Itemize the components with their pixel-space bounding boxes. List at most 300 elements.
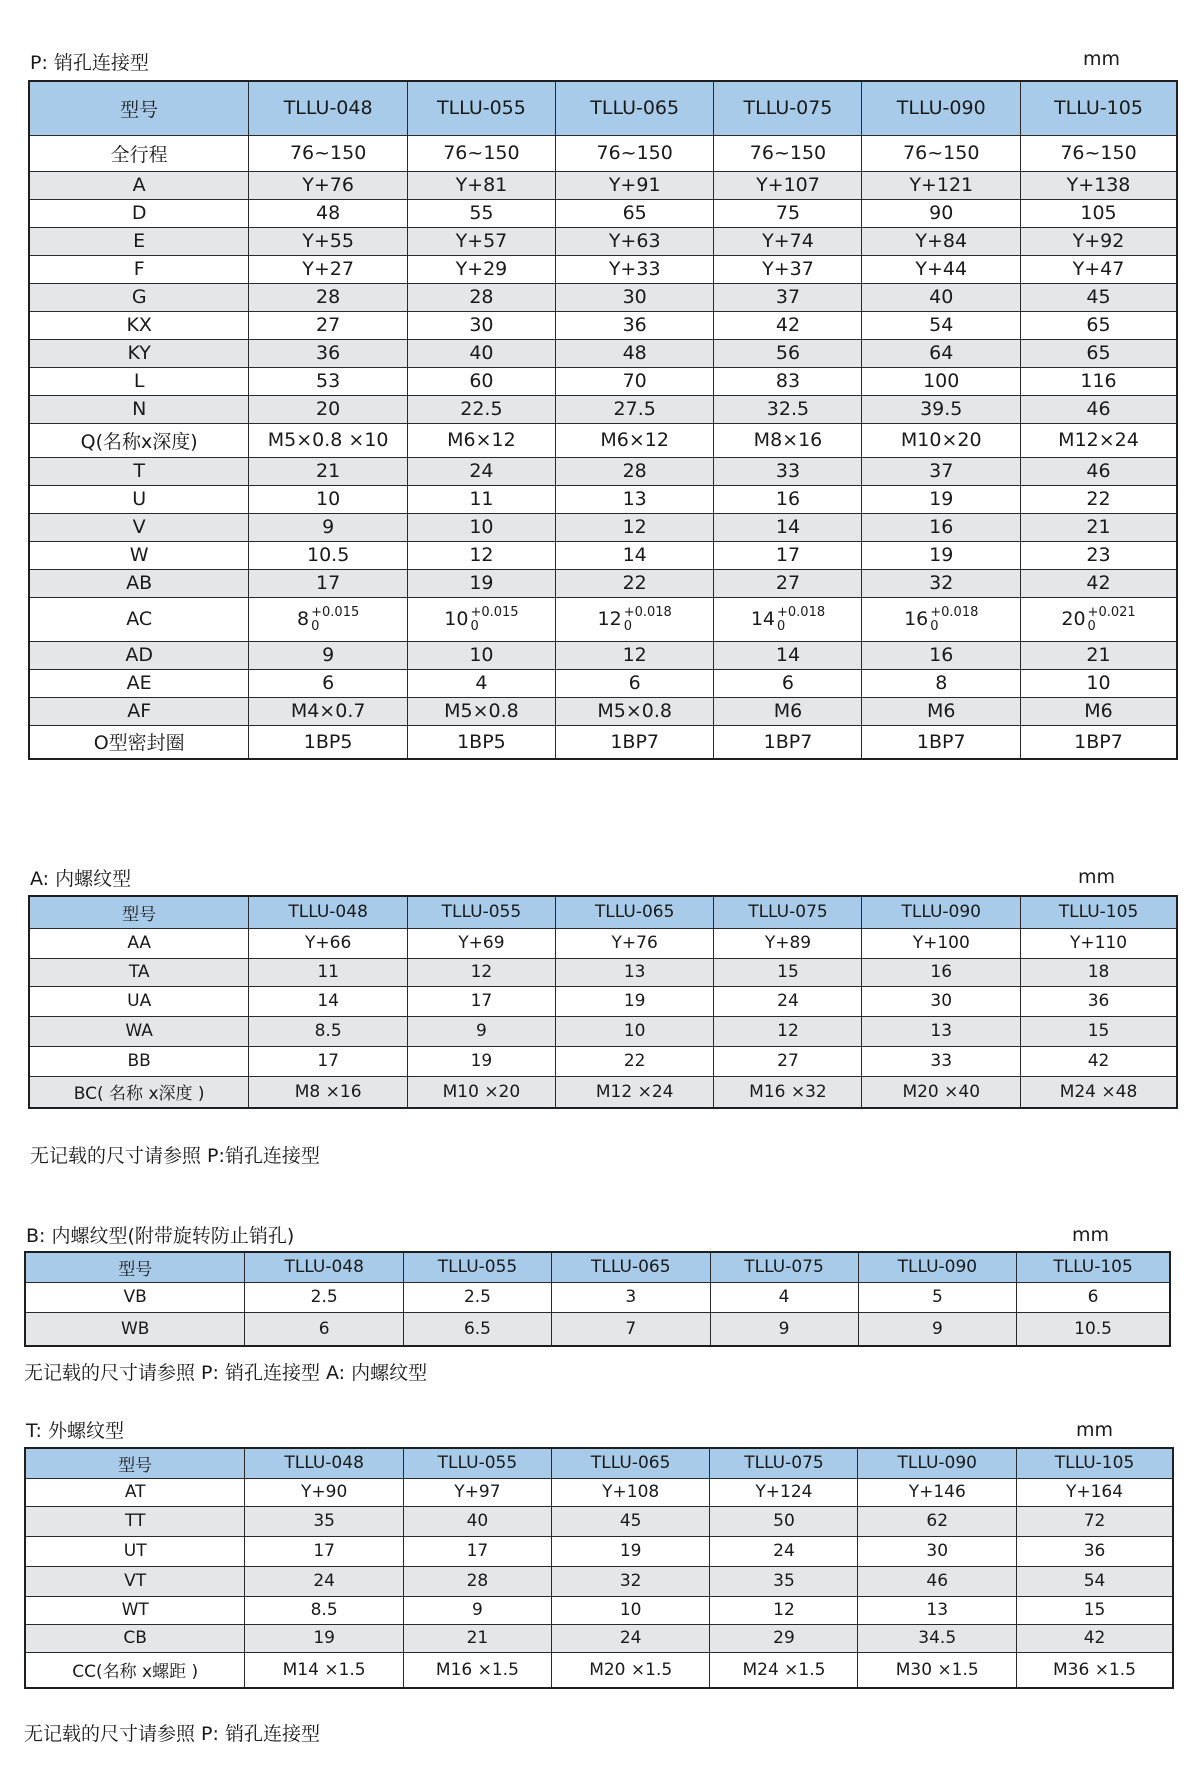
table-cell: 17 <box>245 1536 404 1566</box>
table-cell: 76~150 <box>407 135 555 171</box>
table-cell: M12 ×24 <box>555 1076 714 1108</box>
table-cell: 10 <box>1021 669 1177 697</box>
table-row <box>29 541 1177 569</box>
table-cell: 16 <box>862 641 1021 669</box>
table-cell: 1BP7 <box>714 725 862 759</box>
header-cell-model: 型号 <box>25 1252 245 1282</box>
tolerance-nominal: 20 <box>1061 608 1086 630</box>
table-cell: Y+97 <box>403 1478 551 1506</box>
table-row <box>29 1016 1177 1046</box>
header-cell-tllu-055: TLLU-055 <box>403 1252 551 1282</box>
section-p-unit: mm <box>1083 48 1121 70</box>
table-cell: 9 <box>249 513 408 541</box>
table-cell: 17 <box>407 986 555 1016</box>
row-label: BC( 名称 x深度 ) <box>29 1076 249 1108</box>
row-label: KX <box>29 311 249 339</box>
row-label: VT <box>25 1566 245 1596</box>
table-cell: M14 ×1.5 <box>245 1652 404 1688</box>
table-cell: 83 <box>714 367 862 395</box>
tolerance-cell <box>714 597 862 641</box>
table-cell: 28 <box>555 457 714 485</box>
tolerance-upper: +0.021 <box>1087 604 1136 620</box>
table-header-row <box>25 1448 1173 1478</box>
table-cell: 28 <box>249 283 408 311</box>
table-row <box>29 283 1177 311</box>
table-cell: 64 <box>862 339 1021 367</box>
table-cell: 36 <box>1017 1536 1173 1566</box>
table-cell: 34.5 <box>858 1624 1017 1652</box>
row-label: U <box>29 485 249 513</box>
tolerance-cell <box>862 597 1021 641</box>
table-cell: M6 <box>714 697 862 725</box>
table-cell: 22 <box>555 569 714 597</box>
table-cell: 42 <box>1021 569 1177 597</box>
table-cell: 48 <box>249 199 408 227</box>
table-cell: Y+76 <box>249 171 408 199</box>
row-label: UA <box>29 986 249 1016</box>
table-cell: 19 <box>407 1046 555 1076</box>
table-cell: Y+121 <box>862 171 1021 199</box>
row-label: Q(名称x深度) <box>29 423 249 457</box>
table-cell: M16 ×32 <box>714 1076 862 1108</box>
table-cell: M8 ×16 <box>249 1076 408 1108</box>
header-cell-tllu-065: TLLU-065 <box>551 1252 710 1282</box>
table-cell: 24 <box>407 457 555 485</box>
table-row <box>25 1536 1173 1566</box>
tolerance-upper: +0.015 <box>311 604 360 620</box>
row-label: VB <box>25 1282 245 1312</box>
table-cell: Y+164 <box>1017 1478 1173 1506</box>
table-cell: 20 <box>249 395 408 423</box>
table-cell: 27 <box>714 569 862 597</box>
header-cell-tllu-065: TLLU-065 <box>555 896 714 928</box>
table-cell: M36 ×1.5 <box>1017 1652 1173 1688</box>
table-cell: 12 <box>407 958 555 986</box>
header-cell-tllu-055: TLLU-055 <box>403 1448 551 1478</box>
table-cell: 14 <box>714 513 862 541</box>
table-cell: 60 <box>407 367 555 395</box>
table-cell: 75 <box>714 199 862 227</box>
table-cell: 40 <box>862 283 1021 311</box>
table-cell: M16 ×1.5 <box>403 1652 551 1688</box>
tolerance-nominal: 12 <box>597 608 622 630</box>
table-cell: 6 <box>1017 1282 1170 1312</box>
header-cell-tllu-105: TLLU-105 <box>1017 1252 1170 1282</box>
table-cell: Y+63 <box>555 227 714 255</box>
tolerance-lower: 0 <box>1087 618 1096 634</box>
table-cell: 27 <box>714 1046 862 1076</box>
header-cell-tllu-065: TLLU-065 <box>555 81 714 135</box>
row-label: TT <box>25 1506 245 1536</box>
table-row <box>29 339 1177 367</box>
tolerance-nominal: 16 <box>904 608 929 630</box>
table-cell: 12 <box>555 641 714 669</box>
table-cell: 14 <box>249 986 408 1016</box>
header-cell-tllu-090: TLLU-090 <box>858 1252 1017 1282</box>
table-cell: M5×0.8 ×10 <box>249 423 408 457</box>
table-cell: 54 <box>1017 1566 1173 1596</box>
table-cell: 30 <box>862 986 1021 1016</box>
table-cell: 4 <box>710 1282 858 1312</box>
table-cell: 33 <box>714 457 862 485</box>
header-cell-model: 型号 <box>29 896 249 928</box>
table-cell: 1BP7 <box>1021 725 1177 759</box>
table-row <box>29 227 1177 255</box>
table-cell: 2.5 <box>403 1282 551 1312</box>
header-cell-tllu-055: TLLU-055 <box>407 896 555 928</box>
table-cell: M5×0.8 <box>407 697 555 725</box>
table-cell: 24 <box>551 1624 710 1652</box>
table-cell: 10.5 <box>1017 1312 1170 1346</box>
table-cell: Y+91 <box>555 171 714 199</box>
table-cell: Y+107 <box>714 171 862 199</box>
table-header-row <box>29 81 1177 135</box>
row-label: CC(名称 x螺距 ) <box>25 1652 245 1688</box>
table-cell: 100 <box>862 367 1021 395</box>
header-cell-tllu-105: TLLU-105 <box>1021 81 1177 135</box>
table-cell: 9 <box>858 1312 1017 1346</box>
row-label: WA <box>29 1016 249 1046</box>
table-cell: 30 <box>555 283 714 311</box>
table-cell: 6 <box>555 669 714 697</box>
table-cell: 116 <box>1021 367 1177 395</box>
table-cell: 24 <box>245 1566 404 1596</box>
table-cell: 65 <box>1021 339 1177 367</box>
table-cell: 8 <box>862 669 1021 697</box>
row-label: A <box>29 171 249 199</box>
table-row <box>29 135 1177 171</box>
table-cell: M24 ×48 <box>1021 1076 1177 1108</box>
row-label: AD <box>29 641 249 669</box>
table-cell: 55 <box>407 199 555 227</box>
table-cell: Y+124 <box>710 1478 858 1506</box>
table-header-row <box>25 1252 1170 1282</box>
table-cell: Y+55 <box>249 227 408 255</box>
row-label: KY <box>29 339 249 367</box>
table-cell: Y+146 <box>858 1478 1017 1506</box>
table-cell: 10 <box>551 1596 710 1624</box>
section-t-unit: mm <box>1076 1419 1114 1441</box>
row-label: BB <box>29 1046 249 1076</box>
table-cell: 39.5 <box>862 395 1021 423</box>
table-cell: M8×16 <box>714 423 862 457</box>
header-cell-tllu-105: TLLU-105 <box>1017 1448 1173 1478</box>
table-cell: 32 <box>862 569 1021 597</box>
table-cell: 2.5 <box>245 1282 404 1312</box>
header-cell-tllu-048: TLLU-048 <box>245 1448 404 1478</box>
row-label: AA <box>29 928 249 958</box>
table-cell: 21 <box>1021 513 1177 541</box>
table-cell: 28 <box>407 283 555 311</box>
table-cell: 105 <box>1021 199 1177 227</box>
header-cell-tllu-090: TLLU-090 <box>858 1448 1017 1478</box>
table-cell: Y+33 <box>555 255 714 283</box>
table-cell: 21 <box>1021 641 1177 669</box>
row-label: F <box>29 255 249 283</box>
table-cell: M5×0.8 <box>555 697 714 725</box>
table-cell: 1BP5 <box>249 725 408 759</box>
table-cell: 70 <box>555 367 714 395</box>
row-label: G <box>29 283 249 311</box>
row-label: N <box>29 395 249 423</box>
tolerance-nominal: 8 <box>297 608 310 630</box>
table-cell: 12 <box>555 513 714 541</box>
table-cell: Y+90 <box>245 1478 404 1506</box>
table-row <box>25 1312 1170 1346</box>
tolerance-upper: +0.018 <box>930 604 979 620</box>
table-cell: 65 <box>555 199 714 227</box>
table-cell: 19 <box>862 485 1021 513</box>
table-cell: 13 <box>862 1016 1021 1046</box>
table-cell: M6×12 <box>407 423 555 457</box>
tolerance-upper: +0.018 <box>777 604 826 620</box>
table-cell: 42 <box>714 311 862 339</box>
row-label: W <box>29 541 249 569</box>
table-cell: 35 <box>245 1506 404 1536</box>
table-cell: Y+89 <box>714 928 862 958</box>
table-cell: 76~150 <box>862 135 1021 171</box>
table-cell: 16 <box>862 513 1021 541</box>
table-cell: 32.5 <box>714 395 862 423</box>
table-cell: Y+29 <box>407 255 555 283</box>
header-cell-tllu-075: TLLU-075 <box>710 1448 858 1478</box>
table-row <box>29 513 1177 541</box>
table-cell: Y+92 <box>1021 227 1177 255</box>
section-b-note: 无记载的尺寸请参照 P: 销孔连接型 A: 内螺纹型 <box>24 1362 428 1384</box>
table-cell: 7 <box>551 1312 710 1346</box>
table-cell: 24 <box>714 986 862 1016</box>
row-label: V <box>29 513 249 541</box>
table-cell: 28 <box>403 1566 551 1596</box>
row-label: AC <box>29 597 249 641</box>
table-cell: 40 <box>407 339 555 367</box>
header-cell-model: 型号 <box>29 81 249 135</box>
section-b-unit: mm <box>1072 1224 1110 1246</box>
table-cell: 1BP7 <box>555 725 714 759</box>
table-cell: 19 <box>555 986 714 1016</box>
tolerance-nominal: 14 <box>750 608 775 630</box>
section-p-table <box>28 80 1178 760</box>
tolerance-upper: +0.015 <box>470 604 519 620</box>
table-cell: 17 <box>403 1536 551 1566</box>
table-cell: Y+84 <box>862 227 1021 255</box>
table-cell: 21 <box>249 457 408 485</box>
table-cell: 53 <box>249 367 408 395</box>
header-cell-tllu-048: TLLU-048 <box>249 896 408 928</box>
table-cell: 32 <box>551 1566 710 1596</box>
row-label: D <box>29 199 249 227</box>
header-cell-tllu-090: TLLU-090 <box>862 896 1021 928</box>
table-cell: 16 <box>862 958 1021 986</box>
table-row <box>29 641 1177 669</box>
table-cell: 30 <box>858 1536 1017 1566</box>
table-row <box>25 1566 1173 1596</box>
table-cell: Y+138 <box>1021 171 1177 199</box>
table-row <box>29 457 1177 485</box>
table-cell: 21 <box>403 1624 551 1652</box>
table-cell: Y+108 <box>551 1478 710 1506</box>
table-row <box>29 986 1177 1016</box>
table-cell: 65 <box>1021 311 1177 339</box>
table-cell: M30 ×1.5 <box>858 1652 1017 1688</box>
table-cell: Y+47 <box>1021 255 1177 283</box>
table-cell: 19 <box>245 1624 404 1652</box>
table-cell: 76~150 <box>1021 135 1177 171</box>
table-cell: 36 <box>249 339 408 367</box>
table-cell: 10 <box>555 1016 714 1046</box>
table-row <box>29 311 1177 339</box>
section-a-note: 无记载的尺寸请参照 P:销孔连接型 <box>30 1145 320 1167</box>
table-cell: Y+37 <box>714 255 862 283</box>
table-cell: 40 <box>403 1506 551 1536</box>
header-cell-tllu-075: TLLU-075 <box>714 896 862 928</box>
table-cell: 10 <box>249 485 408 513</box>
table-cell: 6.5 <box>403 1312 551 1346</box>
table-cell: 16 <box>714 485 862 513</box>
table-cell: 54 <box>862 311 1021 339</box>
table-cell: Y+76 <box>555 928 714 958</box>
table-row <box>29 1076 1177 1108</box>
table-cell: Y+81 <box>407 171 555 199</box>
header-cell-tllu-048: TLLU-048 <box>249 81 408 135</box>
table-cell: 45 <box>1021 283 1177 311</box>
row-label: O型密封圈 <box>29 725 249 759</box>
table-cell: 76~150 <box>714 135 862 171</box>
row-label: E <box>29 227 249 255</box>
table-row <box>25 1596 1173 1624</box>
table-row <box>29 569 1177 597</box>
table-cell: 8.5 <box>249 1016 408 1046</box>
table-cell: M6 <box>862 697 1021 725</box>
table-cell: 35 <box>710 1566 858 1596</box>
table-row <box>29 423 1177 457</box>
table-row <box>29 485 1177 513</box>
table-cell: M6 <box>1021 697 1177 725</box>
table-cell: 46 <box>1021 457 1177 485</box>
section-b-table <box>24 1251 1171 1347</box>
table-cell: 22 <box>555 1046 714 1076</box>
table-cell: 27.5 <box>555 395 714 423</box>
row-label: AB <box>29 569 249 597</box>
header-cell-tllu-075: TLLU-075 <box>710 1252 858 1282</box>
table-cell: 18 <box>1021 958 1177 986</box>
table-cell: 1BP7 <box>862 725 1021 759</box>
table-cell: Y+44 <box>862 255 1021 283</box>
table-cell: 9 <box>407 1016 555 1046</box>
row-label: TA <box>29 958 249 986</box>
table-cell: 9 <box>249 641 408 669</box>
row-label: L <box>29 367 249 395</box>
tolerance-lower: 0 <box>623 618 632 634</box>
table-row <box>29 395 1177 423</box>
table-cell: M24 ×1.5 <box>710 1652 858 1688</box>
table-row <box>29 697 1177 725</box>
table-cell: 48 <box>555 339 714 367</box>
section-t-title: T: 外螺纹型 <box>26 1420 124 1442</box>
table-cell: 29 <box>710 1624 858 1652</box>
table-cell: 17 <box>249 569 408 597</box>
table-cell: 13 <box>555 485 714 513</box>
table-row <box>25 1506 1173 1536</box>
header-cell-tllu-090: TLLU-090 <box>862 81 1021 135</box>
table-row <box>25 1478 1173 1506</box>
tolerance-lower: 0 <box>777 618 786 634</box>
table-cell: 4 <box>407 669 555 697</box>
table-cell: M20 ×1.5 <box>551 1652 710 1688</box>
table-row <box>25 1652 1173 1688</box>
table-cell: 37 <box>714 283 862 311</box>
table-cell: 37 <box>862 457 1021 485</box>
table-cell: 19 <box>407 569 555 597</box>
table-cell: M20 ×40 <box>862 1076 1021 1108</box>
header-cell-tllu-048: TLLU-048 <box>245 1252 404 1282</box>
table-cell: 13 <box>858 1596 1017 1624</box>
table-cell: Y+27 <box>249 255 408 283</box>
table-cell: 14 <box>555 541 714 569</box>
row-label: AF <box>29 697 249 725</box>
table-cell: 12 <box>714 1016 862 1046</box>
table-cell: 50 <box>710 1506 858 1536</box>
header-cell-tllu-055: TLLU-055 <box>407 81 555 135</box>
table-row <box>29 255 1177 283</box>
table-cell: 46 <box>858 1566 1017 1596</box>
table-row <box>29 928 1177 958</box>
tolerance-upper: +0.018 <box>623 604 672 620</box>
tolerance-lower: 0 <box>930 618 939 634</box>
table-cell: 3 <box>551 1282 710 1312</box>
table-cell: M10×20 <box>862 423 1021 457</box>
table-cell: 76~150 <box>555 135 714 171</box>
tolerance-lower: 0 <box>470 618 479 634</box>
header-cell-model: 型号 <box>25 1448 245 1478</box>
row-label: WT <box>25 1596 245 1624</box>
table-cell: 5 <box>858 1282 1017 1312</box>
table-cell: 24 <box>710 1536 858 1566</box>
table-cell: 42 <box>1017 1624 1173 1652</box>
table-cell: Y+100 <box>862 928 1021 958</box>
table-cell: M4×0.7 <box>249 697 408 725</box>
table-cell: 45 <box>551 1506 710 1536</box>
table-cell: 36 <box>1021 986 1177 1016</box>
table-cell: 9 <box>710 1312 858 1346</box>
table-cell: 12 <box>407 541 555 569</box>
table-cell: 11 <box>249 958 408 986</box>
table-cell: 90 <box>862 199 1021 227</box>
section-a-table <box>28 895 1178 1109</box>
table-cell: 30 <box>407 311 555 339</box>
table-cell: 10 <box>407 641 555 669</box>
row-label: AT <box>25 1478 245 1506</box>
row-label: T <box>29 457 249 485</box>
table-cell: 19 <box>862 541 1021 569</box>
table-cell: 6 <box>714 669 862 697</box>
table-row <box>29 199 1177 227</box>
table-cell: 27 <box>249 311 408 339</box>
table-cell: 36 <box>555 311 714 339</box>
table-cell: 15 <box>1017 1596 1173 1624</box>
tolerance-lower: 0 <box>311 618 320 634</box>
row-label: AE <box>29 669 249 697</box>
table-cell: 22.5 <box>407 395 555 423</box>
table-row <box>25 1282 1170 1312</box>
table-cell: Y+57 <box>407 227 555 255</box>
section-a-unit: mm <box>1078 866 1116 888</box>
table-row <box>25 1624 1173 1652</box>
table-header-row <box>29 896 1177 928</box>
table-row <box>29 669 1177 697</box>
header-cell-tllu-065: TLLU-065 <box>551 1448 710 1478</box>
table-cell: 6 <box>245 1312 404 1346</box>
